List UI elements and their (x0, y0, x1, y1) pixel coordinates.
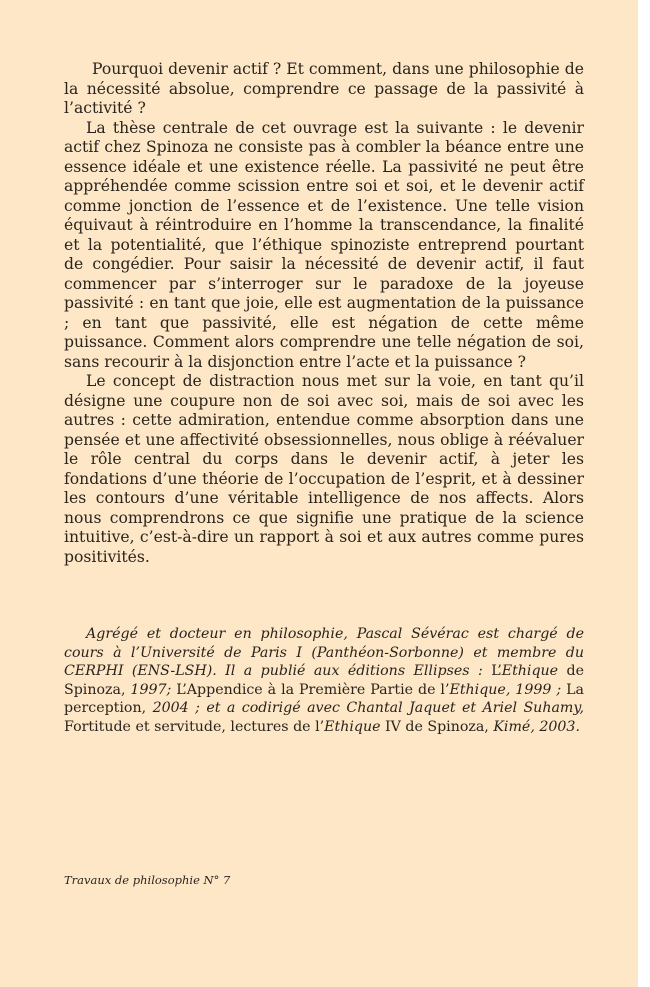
bio-text: Ethique (324, 718, 381, 735)
bio-text: 2004 ; et a codirigé avec Chantal Jaquet et Ariel Suhamy, (152, 700, 585, 717)
series-label: Travaux de philosophie N° 7 (64, 873, 231, 887)
blurb-paragraph-2: La thèse centrale de cet ouvrage est la suivante : le devenir actif chez Spinoza ne consiste pas à combler la béance entre une essence idéale et une existence réelle. La passivité ne peut être appréhendée comme scission entre soi et soi, et le devenir actif comme jonction de l’essence et de l’existence. Une telle vision équivaut à réintroduire en l’homme la transcendance, la finalité et la potentialité, que l’éthique spinoziste entreprend pourtant de congédier. Pour saisir la nécessité de devenir actif, il faut commencer par s’interroger sur le paradoxe de la joyeuse passivité : en tant que joie, elle est augmentation de la puissance ; en tant que passivité, elle est négation de cette même puissance. Comment alors comprendre une telle négation de soi, sans recourir à la disjonction entre l’acte et la puissance ? (64, 118, 584, 371)
bio-text: Kimé, 2003. (493, 718, 580, 735)
bio-text: Ethique, 1999 ; (449, 681, 567, 698)
author-bio (64, 625, 584, 737)
bio-text: Ethique (501, 663, 559, 680)
bio-text: Agrégé et docteur en philosophie, Pascal Sévérac est chargé de cours à l’Université de Paris I (Panthéon-Sorbonne) et membre du CERPHI (ENS-LSH). Il a publié aux éditions Ellipses : (64, 626, 584, 680)
book-blurb (64, 60, 584, 567)
page-edge (638, 0, 650, 987)
bio-text: de Spinoza, (64, 663, 584, 698)
bio-text: 1997; (130, 681, 177, 698)
blurb-paragraph-3: Le concept de distraction nous met sur la voie, en tant qu’il désigne une coupure non de soi avec soi, mais de soi avec les autres : cette admiration, entendue comme absorption dans une pensée et une affectivité obsessionnelles, nous oblige à réévaluer le rôle central du corps dans le devenir actif, à jeter les fondations d’une théorie de l’occupation de l’esprit, et à dessiner les contours d’une véritable intelligence de nos affects. Alors nous comprendrons ce que signifie une pratique de la science intuitive, c’est-à-dire un rapport à soi et aux autres comme pures positivités. (64, 372, 584, 566)
blurb-paragraph-1: Pourquoi devenir actif ? Et comment, dans une philosophie de la nécessité absolue, comprendre ce passage de la passivité à l’activité ? (64, 60, 584, 117)
bio-text: L’ (491, 663, 502, 680)
bio-text: L’Appendice à la Première Partie de l’ (176, 681, 450, 698)
bio-text: Fortitude et servitude, lectures de l’ (64, 718, 325, 735)
bio-text: IV de Spinoza, (380, 718, 494, 735)
bio-text: La perception, (64, 681, 584, 717)
